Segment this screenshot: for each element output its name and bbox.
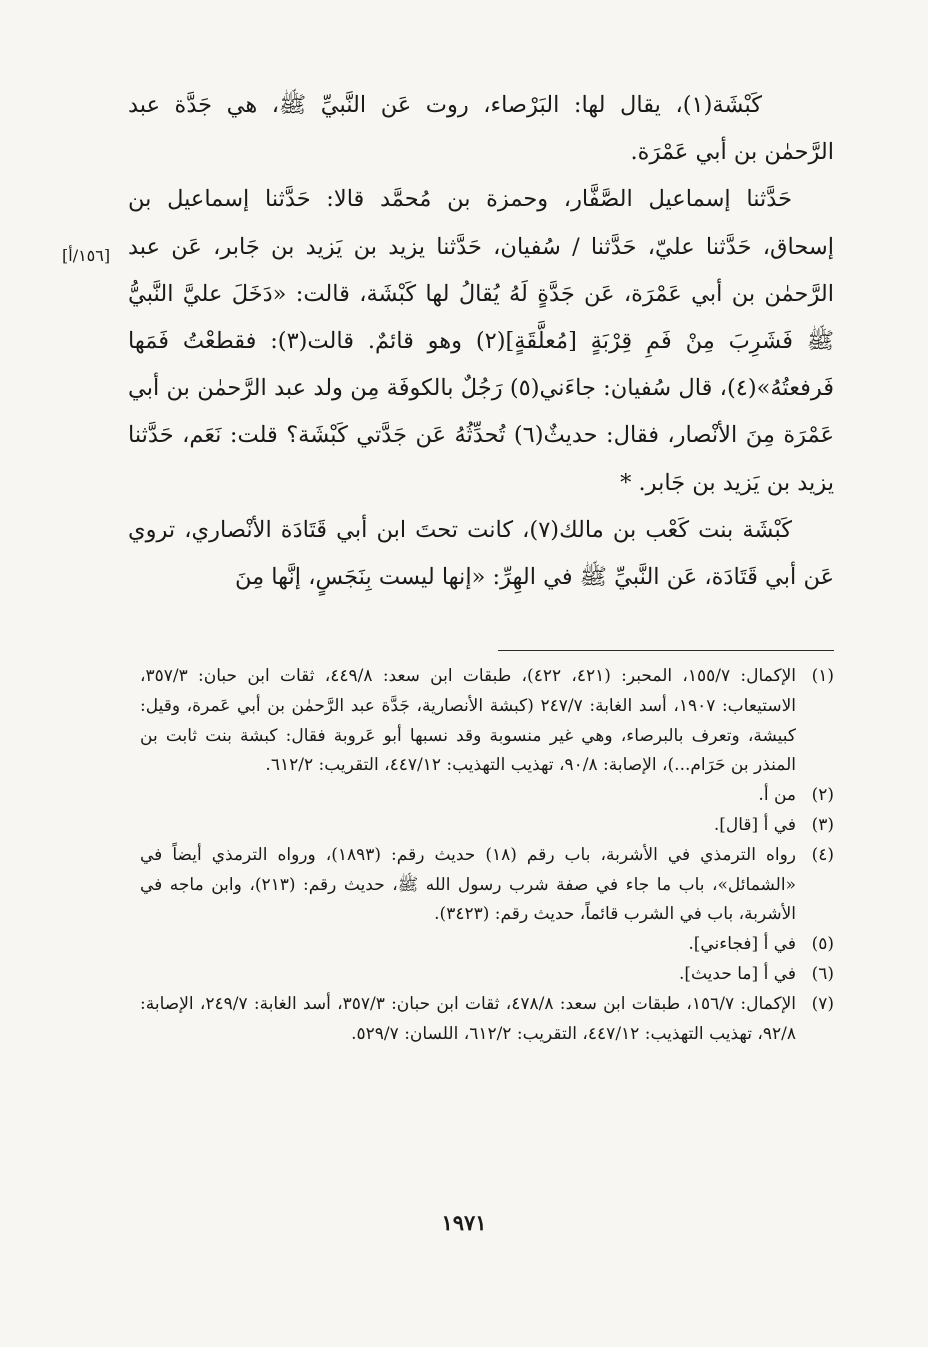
page-number: ١٩٧١ (441, 1210, 487, 1235)
footnote-divider (498, 650, 834, 651)
footnote-7 (140, 990, 834, 1050)
footnote-number: (٥) (811, 934, 834, 955)
footnote-3 (140, 811, 834, 841)
paragraph-kabsha-bint-kab: كَبْشَة بنت كَعْب بن مالك(٧)، كانت تحتَ ابن أبي قَتَادَة الأنْصاري، تروي عَن أبي قَتَادَة، عَن النَّبيِّ ﷺ في الهِرِّ: «إنها ليست بِنَجَسٍ، إنَّها مِنَ (128, 516, 834, 591)
footnotes (140, 662, 834, 1049)
paragraph-hadith-isnad: حَدَّثنا إسماعيل الصَّفَّار، وحمزة بن مُحمَّد قالا: حَدَّثنا إسماعيل بن إسحاق، حَدَّثنا عليّ، حَدَّثنا / سُفيان، حَدَّثنا يزيد بن يَزيد بن جَابر، عَن عبد الرَّحمٰن بن أبي عَمْرَة، عَن جَدَّةٍ لَهُ يُقالُ لها كَبْشَة، قالت: «دَخَلَ عليَّ النَّبيُّ ﷺ فَشَرِبَ مِنْ فَمِ قِرْبَةٍ [مُعلَّقَةٍ](٢) وهو قائمٌ. قالت(٣): فقطعْتُ فَمَها فَرفعتُهُ»(٤)، قال سُفيان: جاءَني(٥) رَجُلٌ بالكوفَة مِن ولد عبد الرَّحمٰن بن أبي عَمْرَة مِنَ الأنْصار، فقال: حديثٌ(٦) تُحدِّثُهُ عَن جَدَّتي كَبْشَة؟ قلت: نَعَم، حَدَّثنا يزيد بن يَزيد بن جَابر. * (128, 186, 835, 496)
paragraph-kabsha-barsa: كَبْشَة(١)، يقال لها: البَرْصاء، روت عَن النَّبيِّ ﷺ، هي جَدَّة عبد الرَّحمٰن بن أبي عَمْرَة. (128, 92, 834, 166)
footnote-5 (140, 930, 834, 960)
footnote-text: من أ. (758, 785, 796, 806)
footnote-text: في أ [قال]. (713, 814, 796, 835)
footnote-number: (٧) (811, 993, 834, 1014)
footnote-text: الإكمال: ١٥٥/٧، المحبر: (٤٢١، ٤٢٢)، طبقات ابن سعد: ٤٤٩/٨، ثقات ابن حبان: ٣٥٧/٣، الاستيعاب: ١٩٠٧، أسد الغابة: ٢٤٧/٧ (كبشة الأنصارية، جَدَّة عبد الرَّحمٰن بن أبي عَمرة، وقيل: كبيشة، وتعرف بالبرصاء، وهي غير منسوبة وقد نسبها أبو عَروبة فقال: كبشة بنت ثابت بن المنذر بن حَرَام...)، الإصابة: ٩٠/٨، تهذيب التهذيب: ٤٤٧/١٢، التقريب: ٦١٢/٢. (140, 666, 797, 776)
footnote-text: رواه الترمذي في الأشربة، باب رقم (١٨) حديث رقم: (١٨٩٣)، ورواه الترمذي أيضاً في «الشمائل»، باب ما جاء في صفة شرب رسول الله ﷺ، حديث رقم: (٢١٣)، وابن ماجه في الأشربة، باب في الشرب قائماً، حديث رقم: (٣٤٢٣). (140, 844, 797, 925)
main-text (128, 82, 834, 601)
footnote-number: (١) (811, 666, 834, 686)
manuscript-folio-marker: [١٥٦/أ] (62, 246, 111, 265)
footnote-6 (140, 960, 834, 990)
footnote-text: في أ [ما حديث]. (678, 963, 796, 984)
footnote-number: (٢) (811, 785, 834, 806)
footnote-number: (٤) (811, 844, 834, 865)
footnote-2 (140, 781, 834, 811)
footnote-text: في أ [فجاءني]. (688, 934, 796, 955)
footnote-text: الإكمال: ١٥٦/٧، طبقات ابن سعد: ٤٧٨/٨، ثقات ابن حبان: ٣٥٧/٣، أسد الغابة: ٢٤٩/٧، الإصابة: ٩٢/٨، تهذيب التهذيب: ٤٤٧/١٢، التقريب: ٦١٢/٢، اللسان: ٥٢٩/٧. (140, 993, 796, 1044)
footnote-number: (٣) (811, 814, 834, 835)
footnote-number: (٦) (811, 963, 834, 984)
footnote-4 (140, 841, 834, 930)
footnote-1 (140, 662, 834, 781)
